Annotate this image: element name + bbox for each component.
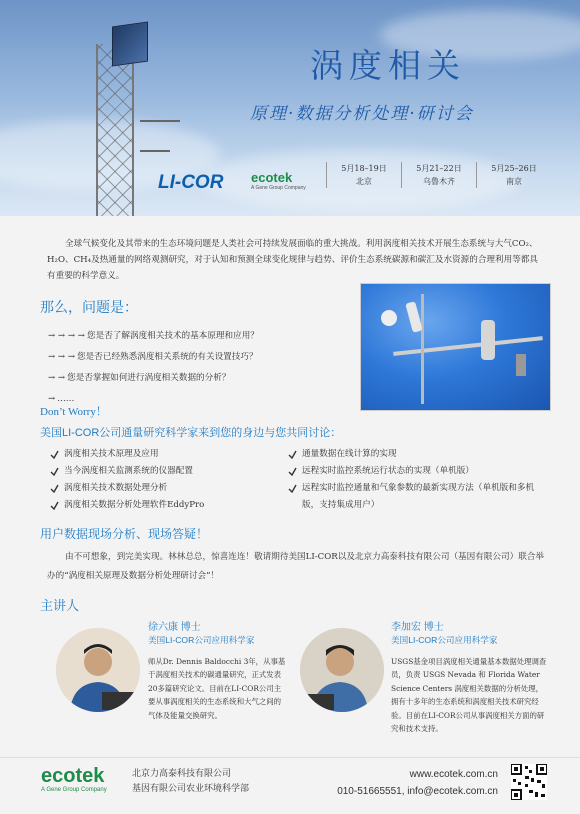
schedule-date: 5月25–26日 [491,164,537,173]
schedule-city: 北京 [356,177,372,186]
arrow-icons: → → → [48,352,76,362]
ecotek-logo-text: ecotek [41,765,105,787]
intro-paragraph: 全球气候变化及其带来的生态环境问题是人类社会可持续发展面临的重大挑战。利用涡度相关技术开展生态系统与大气CO₂、H₂O、CH₄及热通量的网络观测研究，对于认知和预测全球变化规律与趋势、评价生态系统碳源和碳汇及水资源的合理利用等都具有重要的科学意义。 [47,239,538,281]
speaker-role: 美国LI-COR公司应用科学家 [148,635,255,645]
check-icon [288,450,297,459]
footer-divider [0,757,580,758]
check-icon [50,501,59,510]
answers-heading: 用户数据现场分析、现场答疑！ [40,527,209,541]
schedule-item [326,162,401,188]
schedule-city: 乌鲁木齐 [423,177,455,186]
flux-tower-image [96,44,134,216]
tower-arm [140,150,170,152]
dont-worry-text: Don’t Worry！ [40,406,107,418]
schedule-item [401,162,476,188]
topic-item [50,497,280,514]
question-item [48,347,259,368]
speaker-photo-li [300,628,384,712]
ecotek-logo-footer [41,765,107,793]
topic-item [50,446,280,463]
check-icon [288,467,297,476]
schedule-date: 5月21–22日 [416,164,462,173]
topic-text: 当今涡度相关监测系统的仪器配置 [64,466,193,476]
ecotek-tagline: A Gene Group Company [41,787,107,793]
subtitle: 原理·数据分析处理·研讨会 [250,104,474,124]
sensor-head [381,310,397,326]
question-text: 您是否掌握如何进行涡度相关数据的分析？ [67,373,231,383]
person-avatar-icon [56,628,140,712]
question-text: 您是否已经熟悉涡度相关系统的有关设置技巧？ [77,352,258,362]
ecotek-logo-text: ecotek [251,170,293,185]
gas-analyzer [481,320,495,360]
check-icon [288,484,297,493]
eddy-covariance-instrument-photo [360,283,551,411]
contact-line: 010-51665551, info@ecotek.com.cn [337,786,498,797]
schedule-date: 5月18–19日 [341,164,387,173]
topic-item [50,480,280,497]
topic-text: 涡度相关技术数据处理分析 [64,483,168,493]
answers-paragraph: 由不可想象，到完美实现。林林总总，惊喜连连！敬请期待美国LI-COR以及北京力高泰科技有限公司（基因有限公司）联合举办的“涡度相关原理及数据分析处理研讨会”！ [47,552,544,581]
topics-right-list [288,446,546,514]
licor-logo: LI-COR [158,172,224,193]
speaker-name: 李加宏 博士 [391,622,444,633]
topic-item [288,446,546,463]
ecotek-tagline: A Gene Group Company [251,185,306,191]
topic-text: 远程实时监控系统运行状态的实现（单机版） [302,466,474,476]
speaker-role: 美国LI-COR公司应用科学家 [391,635,498,645]
sensor-box [516,354,526,376]
topic-item [288,480,546,514]
website-link[interactable]: www.ecotek.com.cn [409,769,498,780]
topics-heading: 美国LI-COR公司通量研究科学家来到您的身边与您共同讨论： [40,427,342,439]
topic-item [50,463,280,480]
instrument-boom [393,336,543,356]
ecotek-logo [251,170,306,191]
question-item [48,326,259,347]
schedule [326,162,551,188]
topic-text: 涡度相关技术原理及应用 [64,449,159,459]
company-name: 北京力高泰科技有限公司 [132,768,232,778]
arrow-icons: → → [48,373,66,383]
solar-panel-image [112,21,148,66]
speaker-photo-xu [56,628,140,712]
questions-heading: 那么，问题是： [40,299,138,315]
company-department: 基因有限公司农业环境科学部 [132,783,250,793]
topics-left-list [50,446,280,514]
speaker-bio: USGS基金项目涡度相关通量基本数据处理调查员，负责 USGS Nevada 和 Florida Water Science Centers 涡度相关数据的分析处理，拥有十多年的生态系统和涡度相关技术研究经验。目前在LI-COR公司从事涡度相关方面的研究和技术支持。 [391,657,547,734]
question-item [48,368,259,389]
schedule-city: 南京 [506,177,522,186]
tower-arm [140,120,180,122]
qr-code-graphic [511,764,547,800]
question-list [48,326,259,410]
speakers-heading: 主讲人 [40,598,80,613]
main-title: 涡度相关 [310,46,466,85]
speaker-name: 徐六康 博士 [148,622,201,633]
topic-text: 远程实时监控通量和气象参数的最新实现方法（单机版和多机版，支持集成用户） [302,483,535,510]
speaker-bio: 师从Dr. Dennis Baldocchi 3年，从事基于涡度相关技术的碳通量研究，正式发表20多篇研究论文。目前在LI-COR公司主要从事涡度相关的生态系统和大气之间的气体及能量交换研究。 [148,657,286,720]
person-avatar-icon [300,628,384,712]
check-icon [50,484,59,493]
check-icon [50,450,59,459]
arrow-icons: → → → → [48,331,85,341]
topic-text: 通量数据在线计算的实现 [302,449,397,459]
arrow-icons: → [48,394,56,404]
instrument-post [421,294,424,404]
check-icon [50,467,59,476]
question-text: …… [57,394,75,404]
schedule-item [476,162,551,188]
qr-code-icon [511,764,547,800]
contact-info [337,766,498,800]
topic-text: 涡度相关数据分析处理软件EddyPro [64,500,205,510]
company-info [132,766,249,796]
hero-banner [0,0,580,216]
topic-item [288,463,546,480]
question-text: 您是否了解涡度相关技术的基本原理和应用？ [87,331,259,341]
